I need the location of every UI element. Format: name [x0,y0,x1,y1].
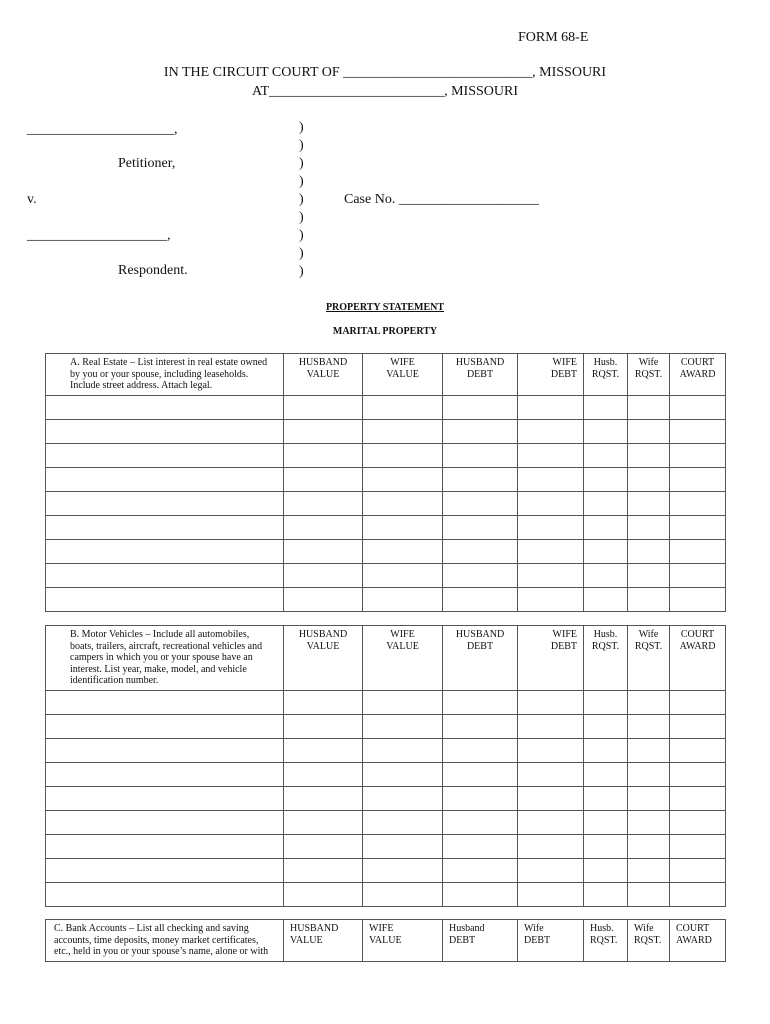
col-wife-rqst: Wife RQST. [628,920,670,962]
paren: ) [299,192,304,207]
col-court-award: COURT AWARD [670,920,726,962]
desc-line: identification number. [70,675,159,686]
section-b-header-row [46,626,726,691]
case-number[interactable]: Case No. ____________________ [344,192,539,207]
col-wife-debt: WIFE DEBT [518,354,584,396]
section-a-table [45,353,726,612]
paren: ) [299,228,304,243]
col-wife-value: WIFE VALUE [363,626,443,691]
col-husb-rqst: Husb. RQST. [584,354,628,396]
table-row[interactable] [46,588,726,612]
col-wife-rqst: Wife RQST. [628,354,670,396]
form-number: FORM 68-E [518,30,589,45]
desc-line: C. Bank Accounts – List all checking and saving [54,923,249,934]
col-husband-value: HUSBAND VALUE [284,920,363,962]
col-husband-value: HUSBAND VALUE [284,626,363,691]
table-row[interactable] [46,810,726,834]
col-wife-value: WIFE VALUE [363,354,443,396]
versus: v. [27,192,37,207]
col-court-award: COURT AWARD [670,626,726,691]
section-c-header-row [46,920,726,962]
paren: ) [299,210,304,225]
petitioner-label: Petitioner, [118,156,176,171]
respondent-blank[interactable]: ____________________, [27,228,171,243]
table-row[interactable] [46,564,726,588]
table-row[interactable] [46,786,726,810]
caption-parentheses [299,119,304,281]
court-line-1: IN THE CIRCUIT COURT OF ___________________________, MISSOURI [163,65,607,80]
paren: ) [299,246,304,261]
table-row[interactable] [46,882,726,906]
desc-line: interest. List year, make, model, and vehicle [70,663,247,675]
table-row[interactable] [46,834,726,858]
col-wife-value: WIFE VALUE [363,920,443,962]
paren: ) [299,156,304,171]
paren: ) [299,138,304,153]
table-row[interactable] [46,444,726,468]
table-row[interactable] [46,396,726,420]
paren: ) [299,174,304,189]
desc-line: boats, trailers, aircraft, recreational vehicles and [70,640,263,652]
col-wife-debt: Wife DEBT [518,920,584,962]
property-statement-title: PROPERTY STATEMENT [325,302,445,313]
table-row[interactable] [46,516,726,540]
respondent-label: Respondent. [118,263,188,278]
table-row[interactable] [46,738,726,762]
table-row[interactable] [46,690,726,714]
paren: ) [299,264,304,279]
table-row[interactable] [46,858,726,882]
col-husband-debt: HUSBAND DEBT [443,354,518,396]
col-wife-debt: WIFE DEBT [518,626,584,691]
section-c-table [45,919,726,962]
col-husband-value: HUSBAND VALUE [284,354,363,396]
table-row[interactable] [46,540,726,564]
court-line-2: AT_________________________, MISSOURI [251,84,518,99]
section-c-description [46,920,284,962]
section-b-description [46,626,284,691]
desc-line: Include street address. Attach legal. [70,380,213,391]
table-row[interactable] [46,420,726,444]
table-row[interactable] [46,492,726,516]
desc-line: campers in which you or your spouse have an [70,652,253,663]
col-wife-rqst: Wife RQST. [628,626,670,691]
table-row[interactable] [46,468,726,492]
section-b-table [45,625,726,907]
desc-line: B. Motor Vehicles – Include all automobiles, [70,629,250,640]
petitioner-blank[interactable]: _____________________, [27,122,178,137]
desc-line: by you or your spouse, including leaseholds. [70,368,249,380]
col-husb-rqst: Husb. RQST. [584,920,628,962]
table-row[interactable] [46,714,726,738]
paren: ) [299,120,304,135]
desc-line: A. Real Estate – List interest in real estate owned [70,357,268,368]
section-a-header-row [46,354,726,396]
col-husb-rqst: Husb. RQST. [584,626,628,691]
col-husband-debt: Husband DEBT [443,920,518,962]
col-court-award: COURT AWARD [670,354,726,396]
col-husband-debt: HUSBAND DEBT [443,626,518,691]
marital-property-title: MARITAL PROPERTY [332,326,438,337]
desc-line: etc., held in you or your spouse’s name, alone or with [54,946,269,957]
section-a-description [46,354,284,396]
table-row[interactable] [46,762,726,786]
desc-line: accounts, time deposits, money market certificates, [54,934,259,946]
